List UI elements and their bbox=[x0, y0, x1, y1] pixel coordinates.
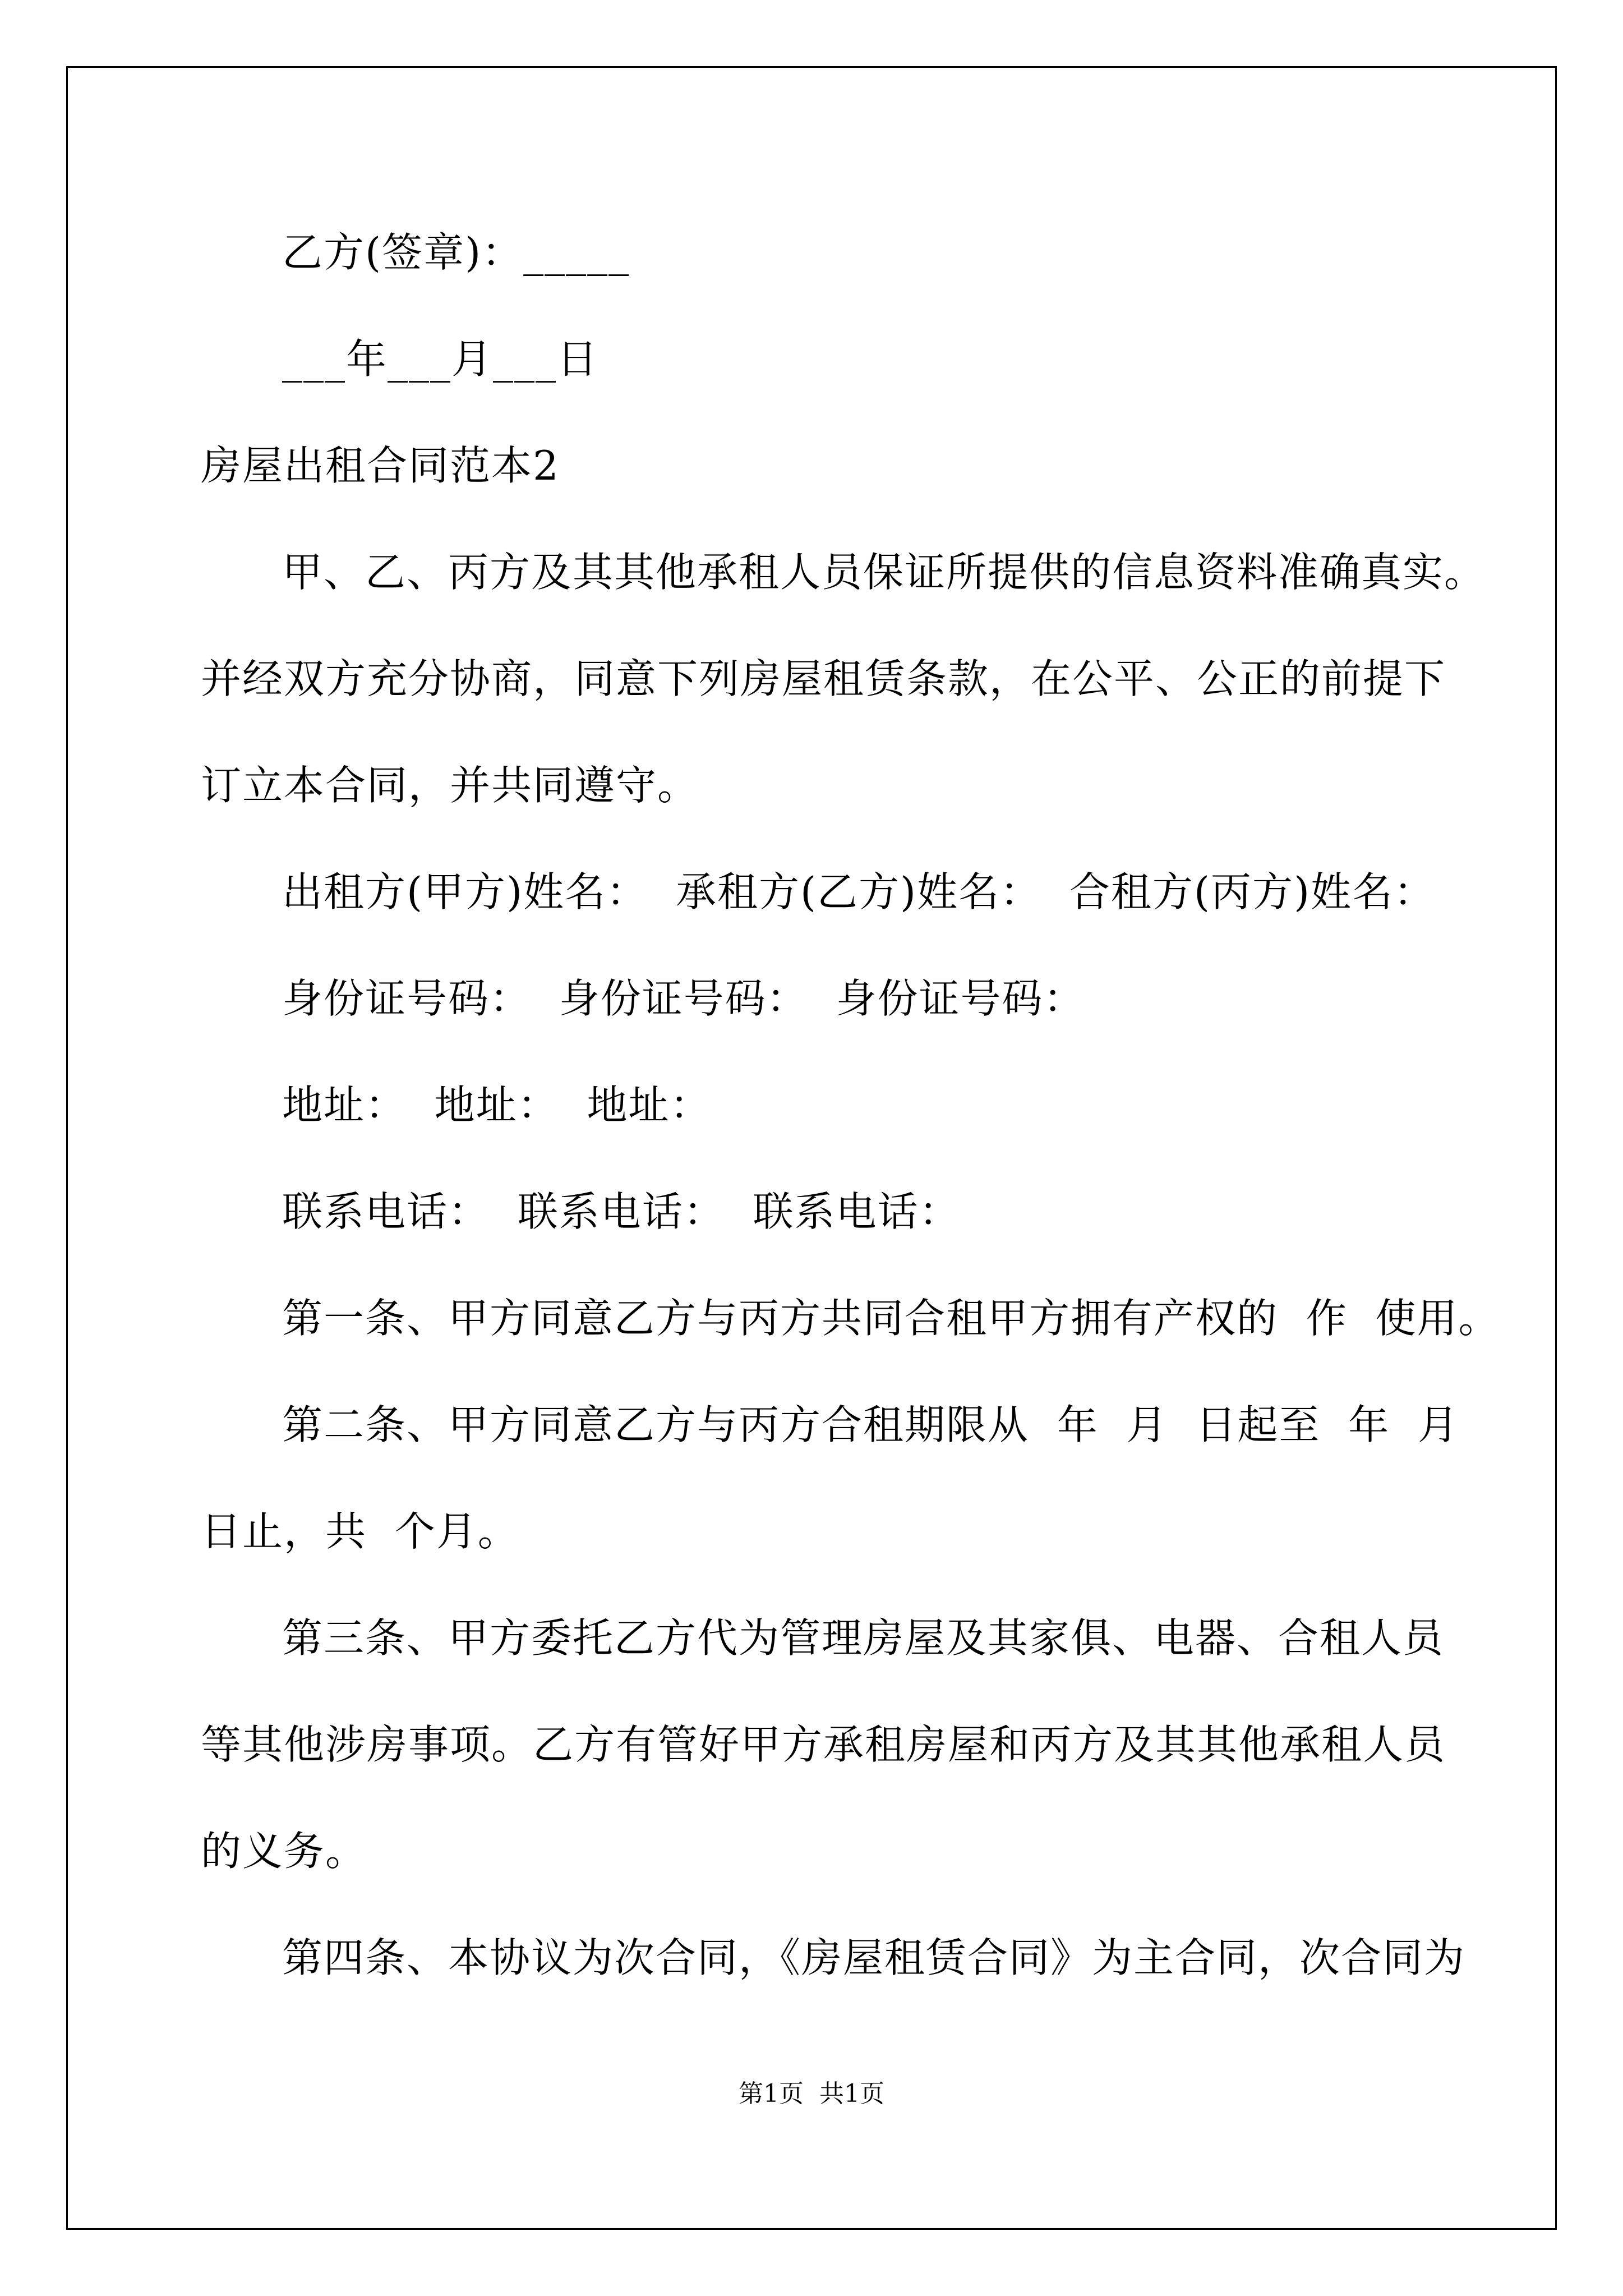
article-1: 第一条、甲方同意乙方与丙方共同合租甲方拥有产权的 作 使用。 bbox=[282, 1295, 1500, 1342]
address-line: 地址： 地址： 地址： bbox=[282, 1082, 712, 1129]
page-number-footer: 第1页 共1页 bbox=[739, 2079, 884, 2108]
paragraph-line: 订立本合同，并共同遵守。 bbox=[201, 762, 699, 809]
paragraph-line: 并经双方充分协商，同意下列房屋租赁条款，在公平、公正的前提下 bbox=[201, 655, 1446, 702]
phone-line: 联系电话： 联系电话： 联系电话： bbox=[282, 1188, 961, 1235]
signature-line-party-b: 乙方(签章)：_____ bbox=[282, 229, 630, 276]
date-line: ___年___月___日 bbox=[282, 335, 599, 383]
section-title: 房屋出租合同范本2 bbox=[201, 442, 560, 489]
article-2-continued: 日止，共 个月。 bbox=[201, 1508, 519, 1555]
article-4: 第四条、本协议为次合同，《房屋租赁合同》为主合同，次合同为 bbox=[282, 1934, 1466, 1981]
article-2: 第二条、甲方同意乙方与丙方合租期限从 年 月 日起至 年 月 bbox=[282, 1401, 1459, 1448]
article-3-continued: 的义务。 bbox=[201, 1828, 367, 1875]
party-names-line: 出租方(甲方)姓名： 承租方(乙方)姓名： 合租方(丙方)姓名： bbox=[282, 868, 1436, 915]
article-3: 第三条、甲方委托乙方代为管理房屋及其家俱、电器、合租人员 bbox=[282, 1614, 1445, 1662]
article-3-continued: 等其他涉房事项。乙方有管好甲方承租房屋和丙方及其其他承租人员 bbox=[201, 1721, 1446, 1768]
paragraph-line: 甲、乙、丙方及其其他承租人员保证所提供的信息资料准确真实。 bbox=[282, 549, 1486, 596]
page-border bbox=[66, 66, 1557, 2230]
id-number-line: 身份证号码： 身份证号码： 身份证号码： bbox=[282, 975, 1085, 1022]
